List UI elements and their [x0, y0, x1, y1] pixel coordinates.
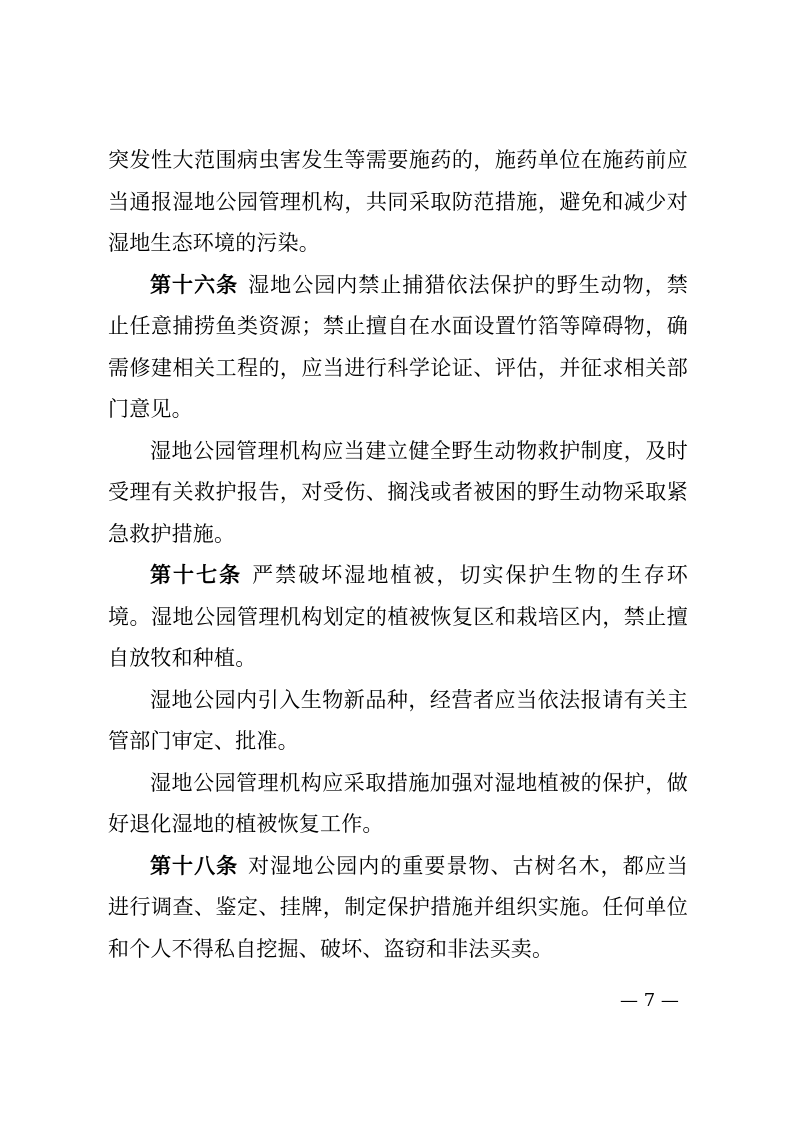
paragraph-2 — [108, 265, 688, 431]
article-18-text: 对湿地公园内的重要景物、古树名木，都应当进行调查、鉴定、挂牌，制定保护措施并组织实施。任何单位和个人不得私自挖掘、破坏、盗窃和非法买卖。 — [108, 853, 688, 961]
paragraph-5 — [108, 680, 688, 763]
article-17-text: 严禁破坏湿地植被，切实保护生物的生存环境。湿地公园管理机构划定的植被恢复区和栽培区内，禁止擅自放牧和种植。 — [108, 563, 688, 670]
article-17-number: 第十七条 — [150, 563, 243, 587]
paragraph-1 — [108, 140, 688, 265]
article-16-text: 湿地公园内禁止捕猎依法保护的野生动物，禁止任意捕捞鱼类资源；禁止擅自在水面设置竹箔等障碍物，确需修建相关工程的，应当进行科学论证、评估，并征求相关部门意见。 — [108, 272, 688, 421]
article-18-number: 第十八条 — [150, 853, 239, 878]
paragraph-1-text: 突发性大范围病虫害发生等需要施药的，施药单位在施药前应当通报湿地公园管理机构，共同采取防范措施，避免和减少对湿地生态环境的污染。 — [108, 148, 688, 255]
paragraph-6-text: 湿地公园管理机构应采取措施加强对湿地植被的保护，做好退化湿地的植被恢复工作。 — [108, 770, 688, 836]
paragraph-5-text: 湿地公园内引入生物新品种，经营者应当依法报请有关主管部门审定、批准。 — [108, 687, 688, 753]
page-number: — 7 — — [620, 990, 679, 1011]
paragraph-3 — [108, 431, 688, 556]
paragraph-4 — [108, 555, 688, 680]
document-body — [108, 140, 688, 970]
article-16-number: 第十六条 — [150, 272, 239, 297]
paragraph-7 — [108, 846, 688, 971]
paragraph-3-text: 湿地公园管理机构应当建立健全野生动物救护制度，及时受理有关救护报告，对受伤、搁浅或者被困的野生动物采取紧急救护措施。 — [108, 438, 688, 546]
paragraph-6 — [108, 763, 688, 846]
